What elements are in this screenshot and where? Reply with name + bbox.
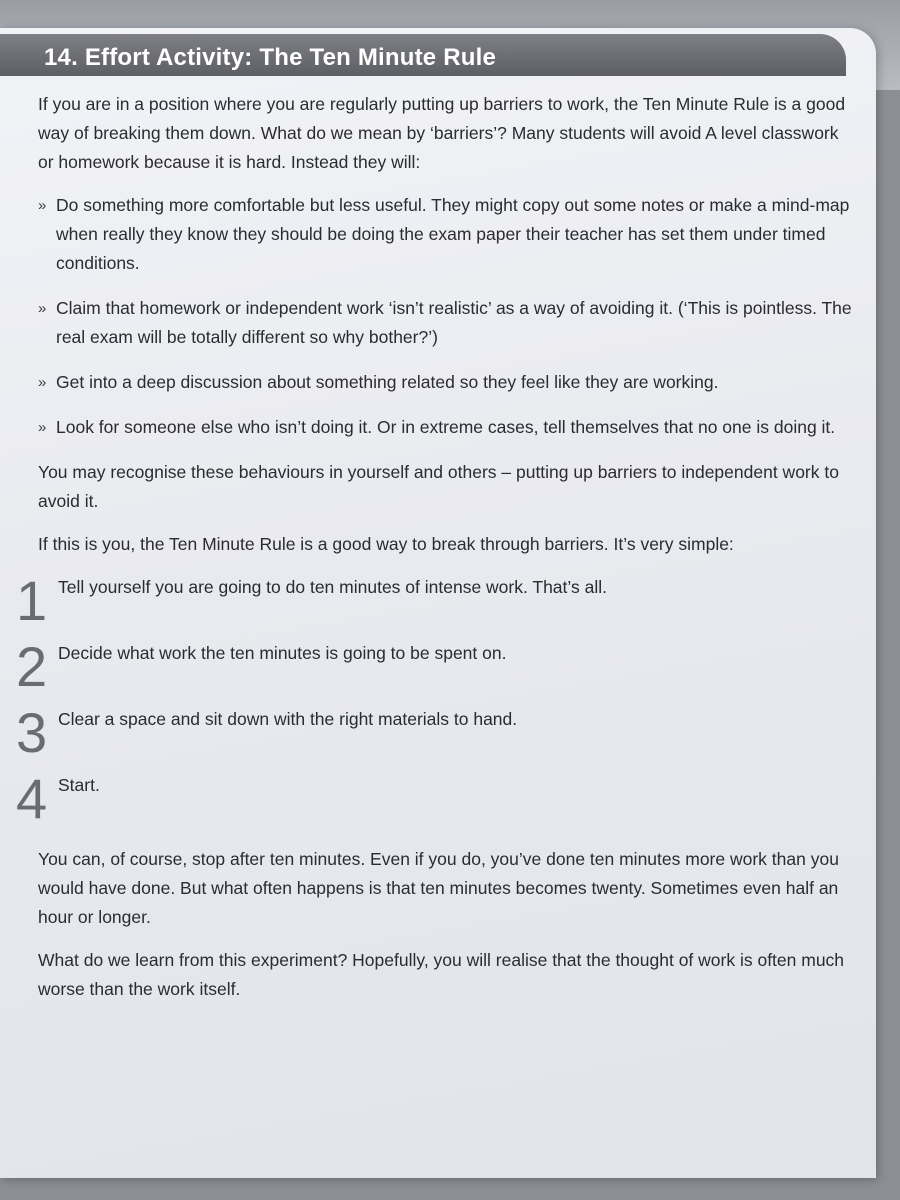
step-number: 2	[16, 635, 48, 698]
step-item	[16, 767, 854, 837]
step-text: Decide what work the ten minutes is going to be spent on.	[58, 643, 507, 663]
intro-paragraph: If you are in a position where you are regularly putting up barriers to work, the Ten Minute Rule is a good way of breaking them down. What do we mean by ‘barriers’? Many students will avoid A level classwork or homework because it is hard. Instead they will:	[38, 94, 846, 172]
barrier-list	[38, 191, 854, 442]
step-text: Start.	[58, 775, 100, 795]
step-number: 1	[16, 569, 48, 632]
conclusion-paragraph: What do we learn from this experiment? Hopefully, you will realise that the thought of work is often much worse than the work itself.	[38, 950, 845, 999]
step-text: Tell yourself you are going to do ten minutes of intense work. That’s all.	[58, 577, 607, 597]
list-item-text: Get into a deep discussion about something related so they feel like they are working.	[56, 372, 719, 392]
list-item-text: Do something more comfortable but less useful. They might copy out some notes or make a mind-map when really they know they should be doing the exam paper their teacher has set them under timed conditions.	[56, 195, 850, 273]
outcome-paragraph: You can, of course, stop after ten minutes. Even if you do, you’ve done ten minutes more work than you would have done. But what often happens is that ten minutes becomes twenty. Sometimes even half an hour or longer.	[38, 849, 839, 927]
list-item	[38, 368, 854, 397]
list-item	[38, 413, 854, 442]
chevron-bullet-icon: »	[38, 197, 47, 214]
step-item	[16, 569, 854, 639]
step-item	[16, 701, 854, 771]
step-item	[16, 635, 854, 705]
step-number: 4	[16, 767, 48, 830]
list-item	[38, 191, 854, 278]
chevron-bullet-icon: »	[38, 300, 47, 317]
chevron-bullet-icon: »	[38, 374, 47, 391]
chevron-bullet-icon: »	[38, 419, 47, 436]
step-text: Clear a space and sit down with the right materials to hand.	[58, 709, 518, 729]
step-number: 3	[16, 701, 48, 764]
list-item-text: Claim that homework or independent work ‘isn’t realistic’ as a way of avoiding it. (‘This is pointless. The real exam will be totally different so why bother?’)	[56, 298, 852, 347]
list-item	[38, 294, 854, 352]
document-body	[16, 90, 854, 1018]
section-title: 14. Effort Activity: The Ten Minute Rule	[44, 44, 497, 71]
document-page	[0, 28, 876, 1178]
list-item-text: Look for someone else who isn’t doing it. Or in extreme cases, tell themselves that no one is doing it.	[56, 417, 836, 437]
lead-in-paragraph: If this is you, the Ten Minute Rule is a good way to break through barriers. It’s very simple:	[38, 534, 734, 554]
recognise-paragraph: You may recognise these behaviours in yourself and others – putting up barriers to independent work to avoid it.	[38, 462, 839, 511]
section-header-band	[0, 34, 846, 76]
steps-list	[16, 569, 854, 837]
